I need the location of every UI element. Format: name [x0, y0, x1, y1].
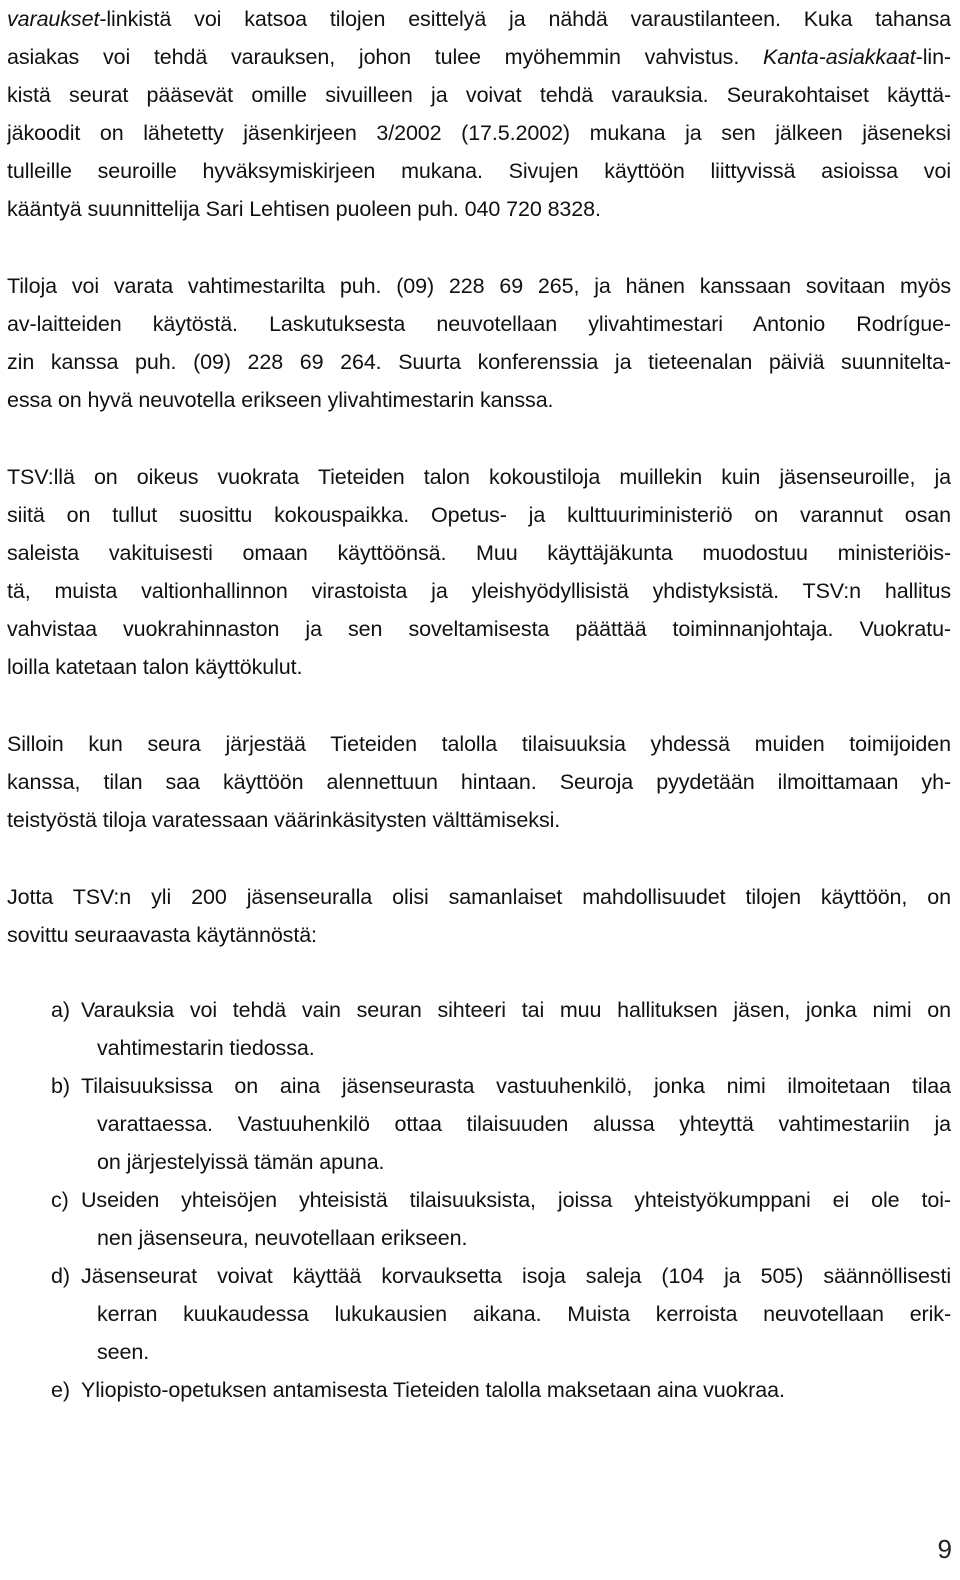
paragraph-rental-rights	[7, 458, 951, 686]
text-line: c) Useiden yhteisöjen yhteisistä tilaisuuksista, joissa yhteistyökumppani ei ole toi-	[7, 1181, 951, 1219]
text-line: kääntyä suunnittelija Sari Lehtisen puoleen puh. 040 720 8328.	[7, 197, 601, 221]
text-line: av-laitteiden käytöstä. Laskutuksesta neuvotellaan ylivahtimestari Antonio Rodrígue-	[7, 312, 951, 336]
text-line: jäkoodit on lähetetty jäsenkirjeen 3/2002 (17.5.2002) mukana ja sen jälkeen jäseneksi	[7, 121, 951, 145]
text-line: b) Tilaisuuksissa on aina jäsenseurasta vastuuhenkilö, jonka nimi ilmoitetaan tilaa	[7, 1067, 951, 1105]
list-marker: e)	[51, 1378, 70, 1402]
list-item-b	[7, 1067, 951, 1181]
paragraph-practice-intro	[7, 878, 951, 954]
text-line: kerran kuukaudessa lukukausien aikana. Muista kerroista neuvotellaan erik-	[97, 1302, 951, 1326]
list-item-a	[7, 991, 951, 1067]
text-line: Jotta TSV:n yli 200 jäsenseuralla olisi samanlaiset mahdollisuudet tilojen käyttöön, on	[7, 885, 951, 909]
text-line: sovittu seuraavasta käytännöstä:	[7, 923, 317, 947]
text-line: essa on hyvä neuvotella erikseen ylivahtimestarin kanssa.	[7, 388, 554, 412]
text-line: on järjestelyissä tämän apuna.	[97, 1150, 385, 1174]
text-line: d) Jäsenseurat voivat käyttää korvauksetta isoja saleja (104 ja 505) säännöllisesti	[7, 1257, 951, 1295]
paragraph-booking-links	[7, 0, 951, 228]
paragraph-joint-events	[7, 725, 951, 839]
document-page	[7, 0, 951, 1409]
list-marker: b)	[51, 1074, 70, 1098]
text-line: zin kanssa puh. (09) 228 69 264. Suurta konferenssia ja tieteenalan päiviä suunnitelta-	[7, 350, 951, 374]
text-line: Tiloja voi varata vahtimestarilta puh. (09) 228 69 265, ja hänen kanssaan sovitaan myös	[7, 274, 951, 298]
text-line: kanssa, tilan saa käyttöön alennettuun hintaan. Seuroja pyydetään ilmoittamaan yh-	[7, 770, 951, 794]
text-line: seen.	[97, 1340, 150, 1364]
list-item-e	[7, 1371, 951, 1409]
text-line: varattaessa. Vastuuhenkilö ottaa tilaisuuden alussa yhteyttä vahtimestariin ja	[97, 1112, 951, 1136]
text-line: saleista vakituisesti omaan käyttöönsä. Muu käyttäjäkunta muodostuu ministeriöis-	[7, 541, 951, 565]
page-number: 9	[937, 1534, 952, 1564]
link-text-varaukset: varaukset	[7, 7, 100, 31]
text-line: siitä on tullut suosittu kokouspaikka. Opetus- ja kulttuuriministeriö on varannut osan	[7, 503, 951, 527]
link-text-kanta-asiakkaat: Kanta-asiakkaat	[762, 45, 916, 69]
text-line: varaukset-linkistä voi katsoa tilojen esittelyä ja nähdä varaustilanteen. Kuka tahansa	[7, 7, 951, 31]
text-line: a) Varauksia voi tehdä vain seuran sihteeri tai muu hallituksen jäsen, jonka nimi on	[7, 991, 951, 1029]
text-line: vahtimestarin tiedossa.	[97, 1036, 315, 1060]
list-item-c	[7, 1181, 951, 1257]
text-line: teistyöstä tiloja varatessaan väärinkäsitysten välttämiseksi.	[7, 808, 561, 832]
text-line: vahvistaa vuokrahinnaston ja sen soveltamisesta päättää toiminnanjohtaja. Vuokratu-	[7, 617, 951, 641]
paragraph-reservations-phone	[7, 267, 951, 419]
rules-list	[7, 991, 951, 1409]
text-line: kistä seurat pääsevät omille sivuilleen ja voivat tehdä varauksia. Seurakohtaiset käyttä-	[7, 83, 951, 107]
list-marker: d)	[51, 1264, 70, 1288]
list-item-d	[7, 1257, 951, 1371]
text-line: asiakas voi tehdä varauksen, johon tulee myöhemmin vahvistus. Kanta-asiakkaat-lin-	[7, 45, 951, 69]
text-line: Silloin kun seura järjestää Tieteiden talolla tilaisuuksia yhdessä muiden toimijoiden	[7, 732, 951, 756]
text-line: loilla katetaan talon käyttökulut.	[7, 655, 303, 679]
text-line: tä, muista valtionhallinnon virastoista ja yleishyödyllisistä yhdistyksistä. TSV:n hallitus	[7, 579, 951, 603]
list-marker: c)	[51, 1188, 69, 1212]
text-line: e) Yliopisto-opetuksen antamisesta Tieteiden talolla maksetaan aina vuokraa.	[7, 1371, 951, 1409]
text-line: TSV:llä on oikeus vuokrata Tieteiden talon kokoustiloja muillekin kuin jäsenseuroille, ja	[7, 465, 951, 489]
list-marker: a)	[51, 998, 70, 1022]
text-line: tulleille seuroille hyväksymiskirjeen mukana. Sivujen käyttöön liittyvissä asioissa voi	[7, 159, 951, 183]
text-line: nen jäsenseura, neuvotellaan erikseen.	[97, 1226, 468, 1250]
